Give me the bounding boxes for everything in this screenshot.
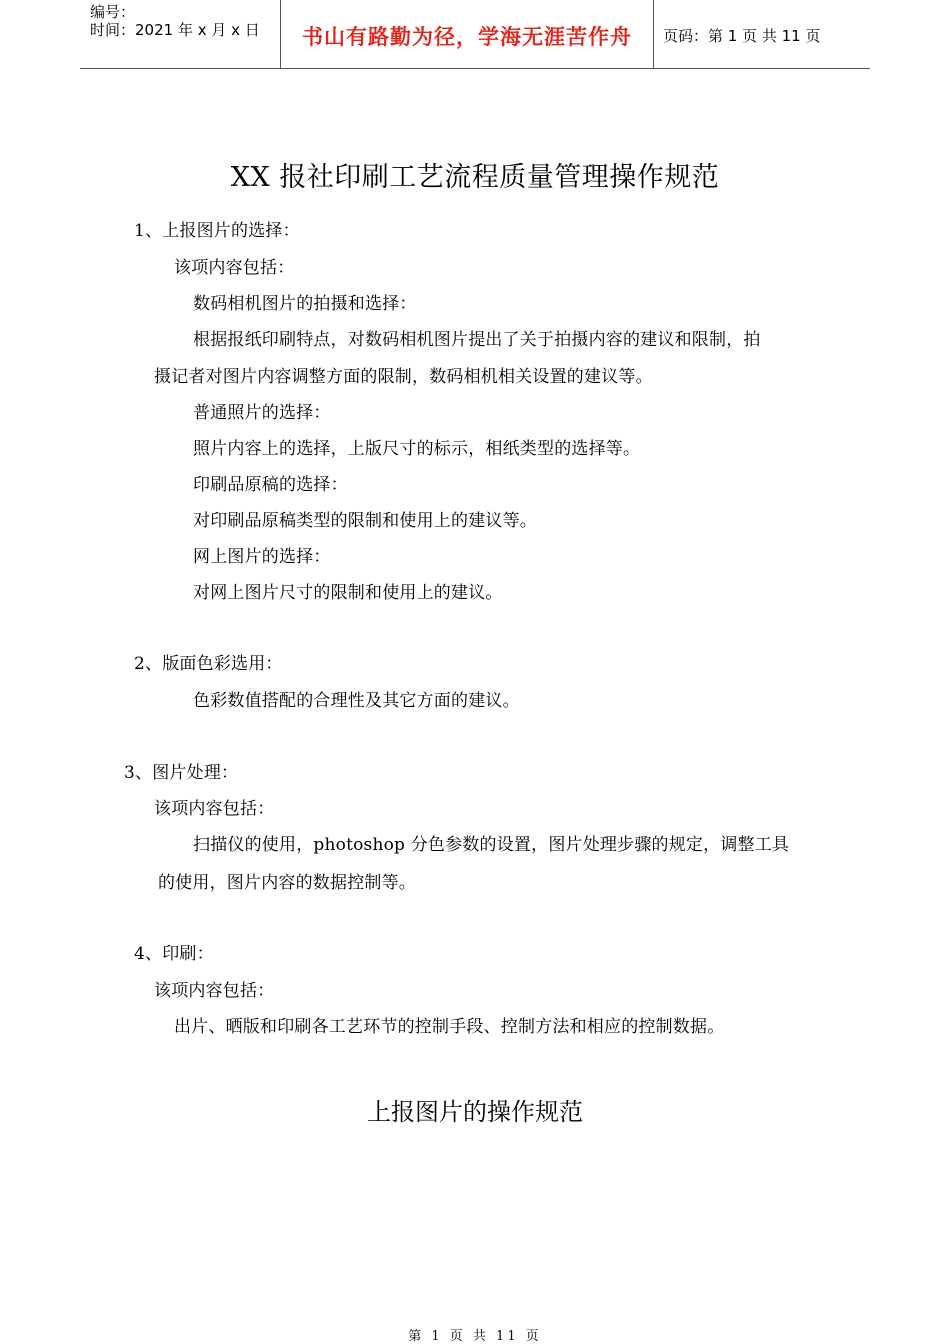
paragraph-line: 网上图片的选择： (193, 547, 331, 567)
section-heading-4: 4、印刷： (134, 944, 214, 964)
paragraph-line: 摄记者对图片内容调整方面的限制，数码相机相关设置的建议等。 (154, 367, 653, 387)
paragraph-line: 该项内容包括： (174, 258, 295, 278)
paragraph-line: 根据报纸印刷特点，对数码相机图片提出了关于拍摄内容的建议和限制，拍 (193, 330, 761, 350)
number-label: 编号： (90, 3, 136, 21)
header-motto: 书山有路勤为径，学海无涯苦作舟 (281, 0, 654, 68)
paragraph-line: 色彩数值搭配的合理性及其它方面的建议。 (193, 691, 520, 711)
paragraph-line: 对印刷品原稿类型的限制和使用上的建议等。 (193, 511, 537, 531)
document-title: XX 报社印刷工艺流程质量管理操作规范 (230, 162, 720, 193)
paragraph-line: 该项内容包括： (154, 799, 275, 819)
paragraph-line: 出片、晒版和印刷各工艺环节的控制手段、控制方法和相应的控制数据。 (174, 1017, 725, 1037)
date-label: 时间：2021 年 x 月 x 日 (90, 21, 260, 39)
page-footer: 第 1 页 共 11 页 (408, 1329, 542, 1344)
page-header (80, 0, 870, 69)
paragraph-line: 该项内容包括： (154, 981, 275, 1001)
section-heading-2: 2、版面色彩选用： (134, 654, 283, 674)
header-page-info: 页码：第 1 页 共 11 页 (663, 27, 821, 45)
paragraph-line: 数码相机图片的拍摄和选择： (193, 294, 417, 314)
header-meta (80, 0, 281, 68)
paragraph-line: 对网上图片尺寸的限制和使用上的建议。 (193, 583, 503, 603)
paragraph-line: 扫描仪的使用，photoshop 分色参数的设置，图片处理步骤的规定，调整工具 (193, 835, 790, 855)
section-subtitle: 上报图片的操作规范 (367, 1098, 583, 1126)
section-heading-3: 3、图片处理： (124, 763, 239, 783)
paragraph-line: 普通照片的选择： (193, 403, 331, 423)
paragraph-line: 照片内容上的选择，上版尺寸的标示，相纸类型的选择等。 (193, 439, 641, 459)
section-heading-1: 1、上报图片的选择： (134, 221, 300, 241)
paragraph-line: 印刷品原稿的选择： (193, 475, 348, 495)
paragraph-line: 的使用，图片内容的数据控制等。 (158, 873, 416, 893)
